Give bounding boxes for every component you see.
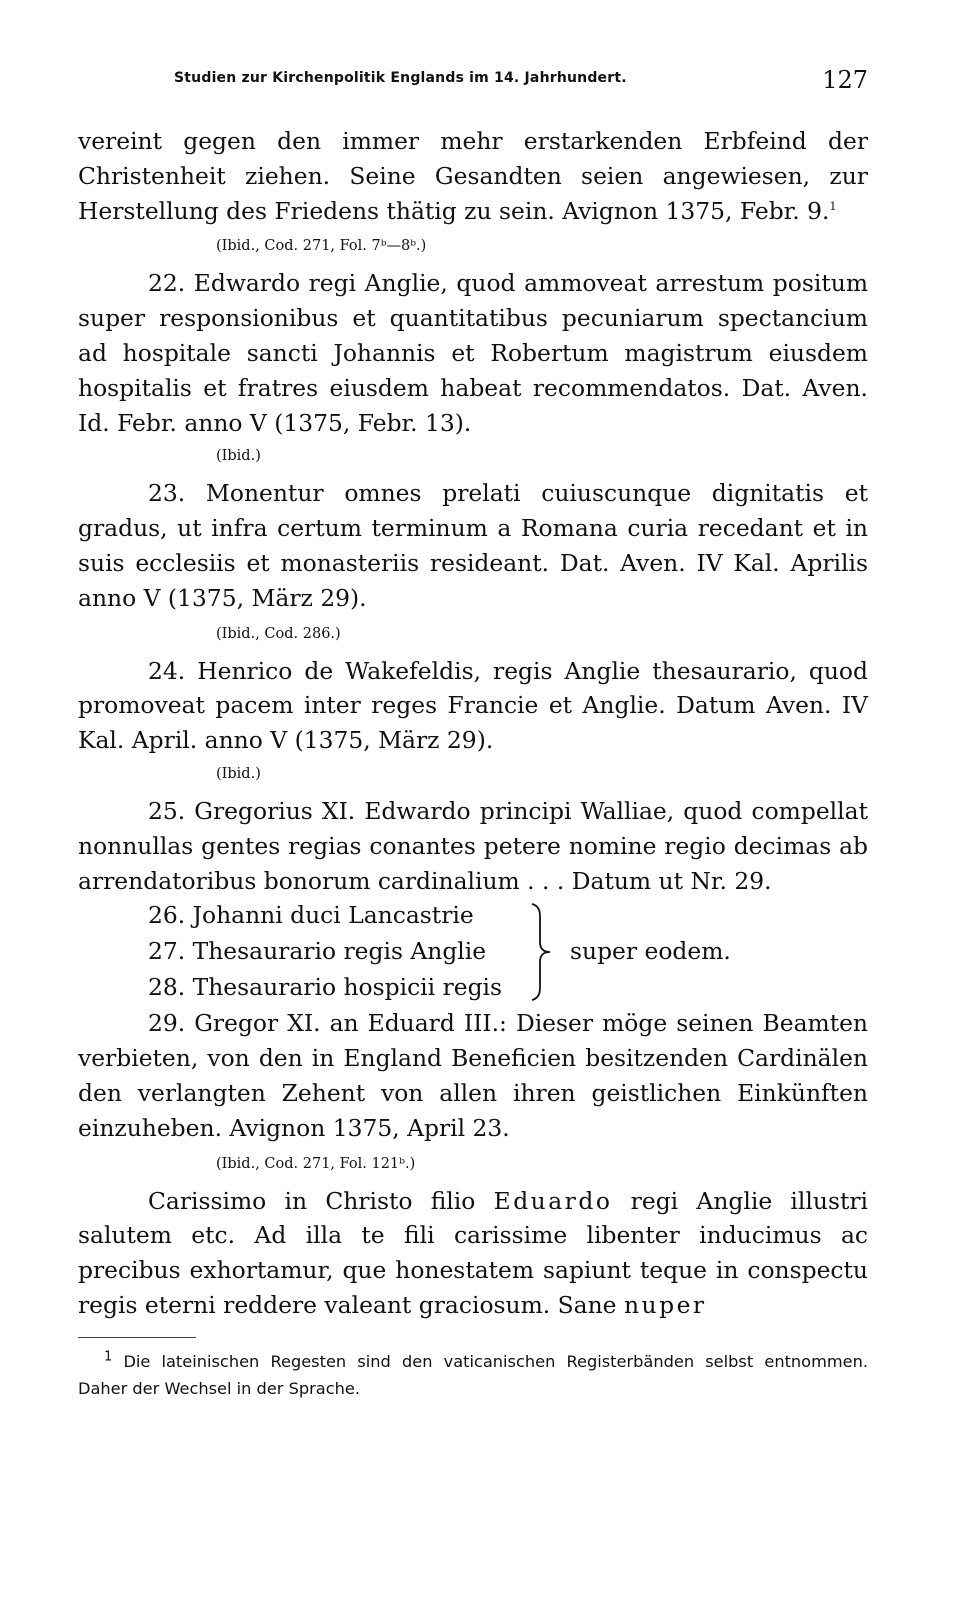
running-header (78, 60, 868, 100)
paragraph-text: vereint gegen den immer mehr erstarkenden Erbfeind der Christenheit ziehen. Seine Gesandten seien angewiesen, zur Herstellung des Friedens thätig zu sein. Avignon 1375, Febr. 9. (78, 127, 868, 225)
letter-addressee: Eduardo (493, 1186, 613, 1215)
citation: (Ibid., Cod. 286.) (216, 625, 341, 642)
entry-23: 23. Monentur omnes prelati cuiuscunque dignitatis et gradus, ut infra certum terminum a Romana curia recedant et in suis ecclesiis et monasteriis resideant. Dat. Aven. IV Kal. Aprilis anno V (1375, März 29). (78, 479, 868, 612)
entry-24: 24. Henrico de Wakefeldis, regis Anglie thesaurario, quod promoveat pacem inter reges Francie et Anglie. Datum Aven. IV Kal. April. anno V (1375, März 29). (78, 656, 868, 755)
footnote-divider (78, 1337, 196, 1338)
footnote-text: Die lateinischen Regesten sind den vaticanischen Registerbänden selbst entnommen. Daher der Wechsel in der Sprache. (78, 1351, 868, 1398)
letter-opening: Carissimo in Christo filio (148, 1186, 494, 1215)
page (78, 60, 868, 1402)
footnote-mark: 1 (104, 1349, 113, 1365)
brace-shared-text: super eodem. (570, 937, 731, 966)
entry-29: 29. Gregor XI. an Eduard III.: Dieser möge seinen Beamten verbieten, von den in England Beneficien besitzenden Cardinälen den verlangten Zehent von allen ihren geistlichen Einkünften einzuheben. Avignon 1375, April 23. (78, 1009, 868, 1142)
entry-28: 28. Thesaurario hospicii regis (148, 973, 503, 1002)
citation: (Ibid., Cod. 271, Fol. 7ᵇ—8ᵇ.) (216, 238, 427, 255)
letter-body: regi Anglie illustri salutem etc. Ad illa te fili carissime libenter inducimus ac precibus exhortamur, que honestatem sapiunt teque in conspectu regis eterni reddere valeant graciosum. Sane (78, 1186, 869, 1319)
entry-22: 22. Edwardo regi Anglie, quod ammoveat arrestum positum super responsionibus et quantitatibus pecuniarum spectancium ad hospitale sancti Johannis et Robertum magistrum eiusdem hospitalis et fratres eiusdem habeat recommendatos. Dat. Aven. Id. Febr. anno V (1375, Febr. 13). (78, 269, 868, 437)
letter-text (78, 1184, 868, 1323)
entry-26: 26. Johanni duci Lancastrie (148, 901, 474, 930)
right-brace-icon (526, 902, 556, 1002)
running-title: Studien zur Kirchenpolitik Englands im 14. Jahrhundert. (174, 70, 627, 86)
brace-group (78, 898, 868, 1006)
paragraph-continuation (78, 124, 868, 228)
citation: (Ibid.) (216, 765, 261, 782)
footnote-reference: 1 (829, 199, 837, 213)
citation: (Ibid.) (216, 448, 261, 465)
page-number: 127 (822, 66, 868, 94)
entry-27: 27. Thesaurario regis Anglie (148, 937, 487, 966)
body-text (78, 124, 868, 1402)
letter-last-word: nuper (623, 1290, 707, 1319)
citation: (Ibid., Cod. 271, Fol. 121ᵇ.) (216, 1155, 416, 1172)
entry-25: 25. Gregorius XI. Edwardo principi Walliae, quod compellat nonnullas gentes regias conantes petere nomine regio decimas ab arrendatoribus bonorum cardinalium . . . Datum ut Nr. 29. (78, 796, 868, 895)
footnote (78, 1348, 868, 1402)
